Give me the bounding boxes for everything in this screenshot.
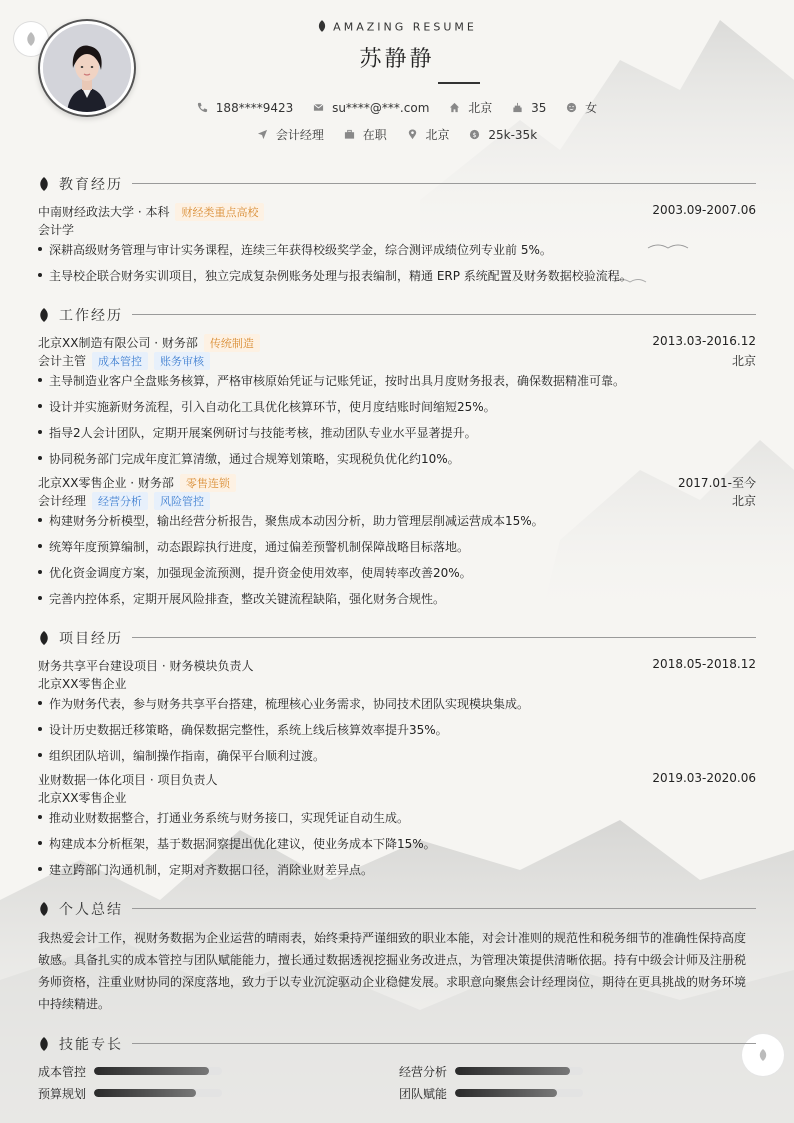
salary-text: 25k-35k [488,127,538,142]
status-text: 在职 [362,128,387,142]
section-divider [132,908,756,909]
project-title: 财务共享平台建设项目 · 财务模块负责人 [38,659,254,673]
project-title: 业财数据一体化项目 · 项目负责人 [38,773,218,787]
job-dates: 2013.03-2016.12 [652,334,756,348]
location-icon [407,129,418,140]
job-role [38,352,210,370]
list-item: 设计并实施新财务流程，引入自动化工具优化核算环节，使月度结账时间缩短25%。 [38,398,496,415]
section-title-text: 个人总结 [59,902,123,918]
briefcase-icon [344,129,355,140]
skill-tag: 经营分析 [92,492,148,510]
list-item: 主导校企联合财务实训项目，独立完成复杂例账务处理与报表编制，精通 ERP 系统配置及财务数据校验流程。 [38,267,632,284]
industry-tag: 传统制造 [204,334,260,352]
skill-name: 成本管控 [38,1065,87,1079]
section-divider [132,637,756,638]
skill-bar-fill [455,1067,570,1075]
school-text: 中南财经政法大学 · 本科 [38,205,170,219]
section-title-summary [38,899,123,919]
skill-tag: 成本管控 [92,352,148,370]
list-item: 完善内控体系，定期开展风险排查，整改关键流程缺陷，强化财务合规性。 [38,590,445,607]
list-item: 构建财务分析模型，输出经营分析报告，聚焦成本动因分析，助力管理层削减运营成本15%。 [38,512,544,529]
skill-bar-fill [94,1089,196,1097]
send-icon [257,129,268,140]
name-underline [438,82,480,84]
mail-icon [313,102,324,113]
list-item: 优化资金调度方案，加强现金流预测，提升资金使用效率，使周转率改善20%。 [38,564,472,581]
job-location: 北京 [731,494,756,508]
section-title-work [38,305,123,325]
skill-tag: 账务审核 [154,352,210,370]
project-dates: 2019.03-2020.06 [652,771,756,785]
education-dates: 2003.09-2007.06 [652,203,756,217]
smile-icon [566,102,577,113]
skill-name: 团队赋能 [399,1087,448,1101]
cake-icon [512,102,523,113]
section-title-text: 教育经历 [59,177,123,193]
email-text: su****@***.com [332,100,430,115]
industry-tag: 零售连锁 [180,474,236,492]
brand-text: AMAZING RESUME [333,20,477,34]
skill-bar-fill [455,1089,557,1097]
contact-info-row [0,99,794,116]
skill-bar [455,1089,583,1097]
leaf-icon [757,1049,769,1061]
decor-circle-bottom-right [742,1034,784,1076]
section-title-text: 技能专长 [59,1037,123,1053]
list-item: 主导制造业客户全盘账务核算，严格审核原始凭证与记账凭证，按时出具月度财务报表，确保数据精准可靠。 [38,372,625,389]
role-text: 会计经理 [38,494,87,508]
skill-bar [94,1089,222,1097]
leaf-icon [38,1037,50,1051]
section-title-skills [38,1034,123,1054]
list-item: 作为财务代表，参与财务共享平台搭建，梳理核心业务需求，协同技术团队实现模块集成。 [38,695,529,712]
project-org: 北京XX零售企业 [38,677,127,691]
home-icon [449,102,460,113]
summary-text: 我热爱会计工作，视财务数据为企业运营的晴雨表，始终秉持严谨细致的职业本能，对会计准则的规范性和税务细节的准确性保持高度敏感。具备扎实的成本管控与团队赋能能力，擅长通过数据透视挖掘业务改进点，为管理决策提供清晰依据。持有中级会计师及注册税务师资格，注重业财协同的深度落地，致力于以专业沉淀驱动企业稳健发展。求职意向聚焦会计经理岗位，期待在更具挑战的财务环境中持续精进。 [38,931,747,1011]
skill-tag: 风险管控 [154,492,210,510]
list-item: 设计历史数据迁移策略，确保数据完整性，系统上线后核算效率提升35%。 [38,721,448,738]
section-title-text: 工作经历 [59,308,123,324]
role-text: 会计主管 [38,354,87,368]
company-text: 北京XX制造有限公司 · 财务部 [38,336,198,350]
phone-icon [197,102,208,113]
position-text: 会计经理 [275,128,324,142]
section-divider [132,183,756,184]
job-company [38,474,236,492]
phone-text: 188****9423 [215,100,294,115]
svg-text:$: $ [472,130,477,139]
list-item: 建立跨部门沟通机制，定期对齐数据口径，消除业财差异点。 [38,861,373,878]
list-item: 深耕高级财务管理与审计实务课程，连续三年获得校级奖学金，综合测评成绩位列专业前 5%。 [38,241,552,258]
section-divider [132,1043,756,1044]
gender-text: 女 [585,101,598,115]
skill-bar [94,1067,222,1075]
leaf-icon [38,177,50,191]
list-item: 推动业财数据整合，打通业务系统与财务接口，实现凭证自动生成。 [38,809,409,826]
section-title-education [38,174,123,194]
leaf-icon [38,902,50,916]
skill-bar-fill [94,1067,209,1075]
skill-bar [455,1067,583,1075]
leaf-icon [38,631,50,645]
job-company [38,334,260,352]
list-item: 组织团队培训，编制操作指南，确保平台顺利过渡。 [38,747,325,764]
education-school [38,203,264,221]
education-major: 会计学 [38,223,75,237]
job-role [38,492,210,510]
skill-name: 经营分析 [399,1065,448,1079]
coin-icon [469,129,480,140]
section-title-project [38,628,123,648]
leaf-icon [38,308,50,322]
list-item: 统筹年度预算编制，动态跟踪执行进度，通过偏差预警机制保障战略目标落地。 [38,538,469,555]
school-tag: 财经类重点高校 [175,203,264,221]
leaf-icon [317,20,327,32]
age-text: 35 [531,100,547,115]
company-text: 北京XX零售企业 · 财务部 [38,476,174,490]
brand-title [0,20,794,35]
list-item: 协同税务部门完成年度汇算清缴，通过合规筹划策略，实现税负优化约10%。 [38,450,460,467]
city-text: 北京 [468,101,493,115]
target-city-text: 北京 [425,128,450,142]
job-location: 北京 [731,354,756,368]
list-item: 指导2人会计团队，定期开展案例研讨与技能考核，推动团队专业水平显著提升。 [38,424,477,441]
job-dates: 2017.01-至今 [678,476,756,490]
skill-name: 预算规划 [38,1087,87,1101]
list-item: 构建成本分析框架，基于数据洞察提出优化建议，使业务成本下降15%。 [38,835,436,852]
project-dates: 2018.05-2018.12 [652,657,756,671]
project-org: 北京XX零售企业 [38,791,127,805]
job-intent-row [0,126,794,143]
section-title-text: 项目经历 [59,631,123,647]
candidate-name: 苏静静 [359,47,435,72]
section-divider [132,314,756,315]
